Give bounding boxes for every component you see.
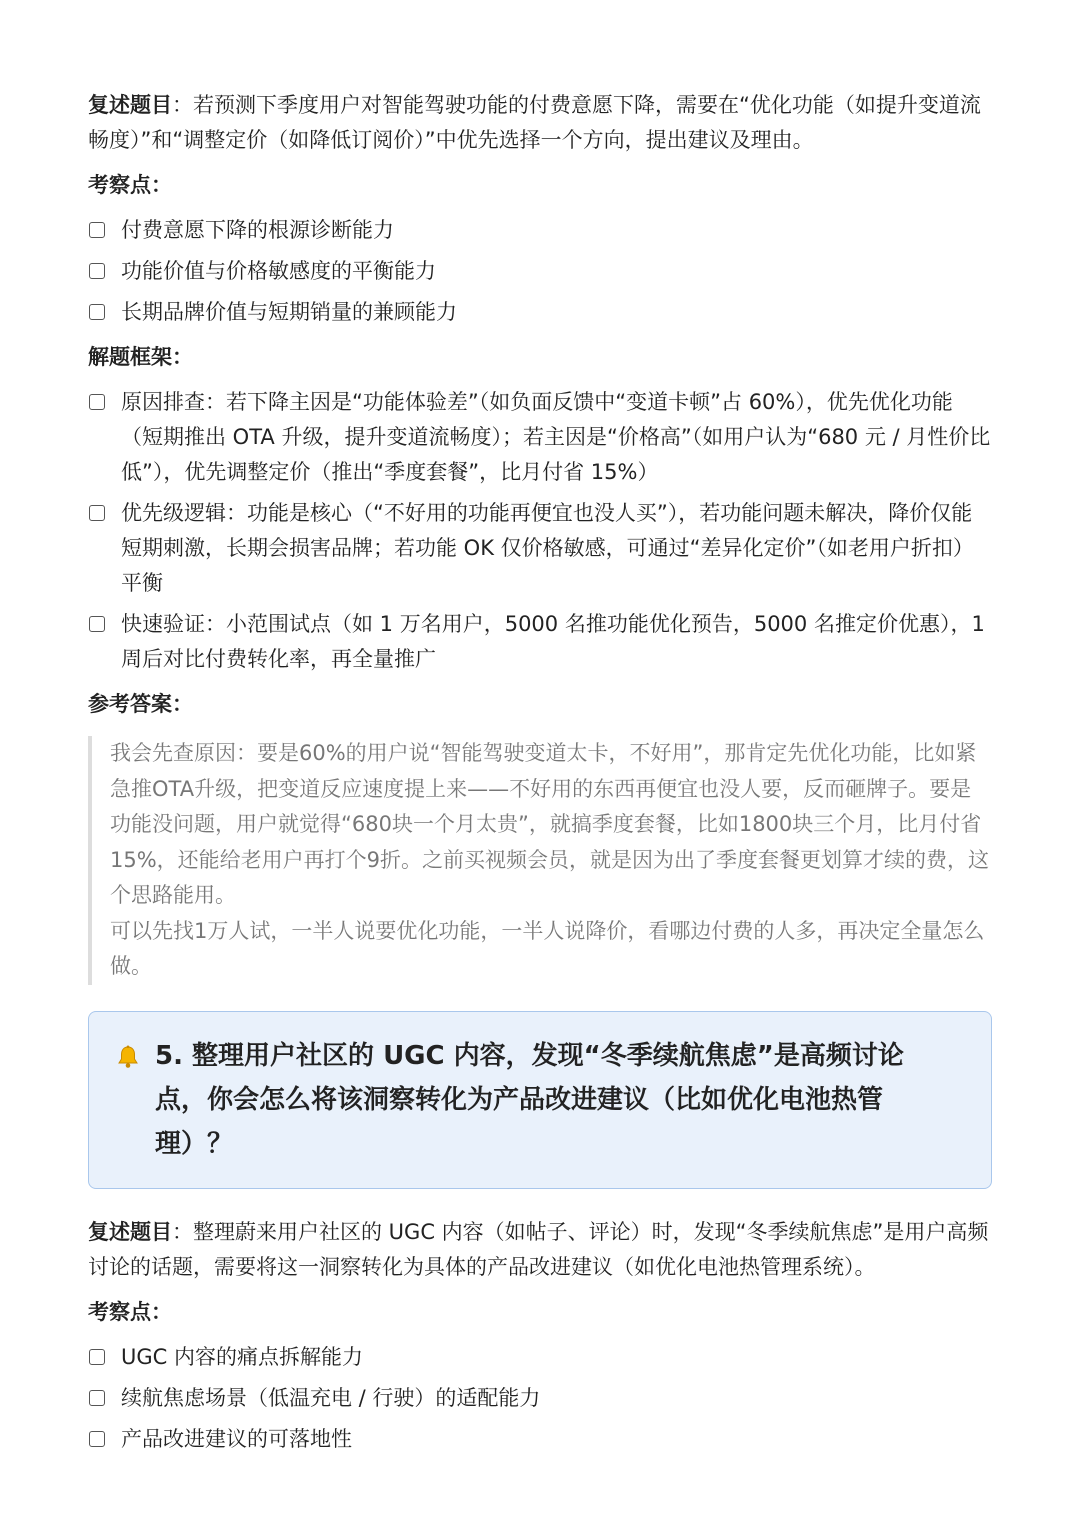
checkbox[interactable] (89, 1431, 105, 1447)
checklist-item-text: 功能价值与价格敏感度的平衡能力 (121, 259, 436, 283)
q4-points-label: 考察点： (88, 173, 172, 197)
question-title: 5. 整理用户社区的 UGC 内容，发现“冬季续航焦虑”是高频讨论点，你会怎么将该洞察转化为产品改进建议（比如优化电池热管理）？ (155, 1040, 904, 1159)
checklist-item (88, 607, 992, 677)
q4-answer-label: 参考答案： (88, 692, 193, 716)
checkbox[interactable] (89, 1390, 105, 1406)
q4-restate-text: ：若预测下季度用户对智能驾驶功能的付费意愿下降，需要在“优化功能（如提升变道流畅度）”和“调整定价（如降低订阅价）”中优先选择一个方向，提出建议及理由。 (88, 93, 981, 152)
checkbox[interactable] (89, 505, 105, 521)
quote-paragraph: 我会先查原因：要是60%的用户说“智能驾驶变道太卡，不好用”，那肯定先优化功能，比如紧急推OTA升级，把变道反应速度提上来——不好用的东西再便宜也没人要，反而砸牌子。要是功能没问题，用户就觉得“680块一个月太贵”，就搞季度套餐，比如1800块三个月，比月付省15%，还能给老用户再打个9折。之前买视频会员，就是因为出了季度套餐更划算才续的费，这个思路能用。 (110, 741, 990, 907)
question-callout (88, 1011, 992, 1189)
checklist-item-text: 长期品牌价值与短期销量的兼顾能力 (121, 300, 457, 324)
checklist-item (88, 213, 992, 248)
q5-restate-text: ：整理蔚来用户社区的 UGC 内容（如帖子、评论）时，发现“冬季续航焦虑”是用户高频讨论的话题，需要将这一洞察转化为具体的产品改进建议（如优化电池热管理系统）。 (88, 1219, 989, 1279)
q4-restate (88, 88, 992, 158)
quote-paragraph: 可以先找1万人试，一半人说要优化功能，一半人说降价，看哪边付费的人多，再决定全量怎么做。 (110, 918, 985, 978)
reference-answer-quote (88, 736, 992, 985)
checkbox[interactable] (89, 263, 105, 279)
checklist-item (88, 496, 992, 601)
q4-framework-list (88, 385, 992, 677)
q5-points-label: 考察点： (88, 1299, 172, 1324)
q4-points-list (88, 213, 992, 330)
checklist-item-text: 快速验证：小范围试点（如 1 万名用户，5000 名推功能优化预告，5000 名推定价优惠），1 周后对比付费转化率，再全量推广 (121, 612, 985, 671)
checkbox[interactable] (89, 616, 105, 632)
q4-framework-label: 解题框架： (88, 345, 193, 369)
checklist-item (88, 254, 992, 289)
checklist-item-text: UGC 内容的痛点拆解能力 (121, 1344, 363, 1369)
checklist-item (88, 1422, 992, 1457)
checklist-item (88, 385, 992, 490)
q4-restate-label: 复述题目 (88, 93, 172, 117)
checklist-item (88, 295, 992, 330)
document-page (88, 88, 992, 1467)
checklist-item-text: 优先级逻辑：功能是核心（“不好用的功能再便宜也没人买”），若功能问题未解决，降价仅能短期刺激，长期会损害品牌；若功能 OK 仅价格敏感，可通过“差异化定价”（如老用户折扣）平衡 (121, 501, 974, 595)
bell-icon (115, 1044, 141, 1070)
checklist-item-text: 产品改进建议的可落地性 (121, 1426, 352, 1451)
checklist-item (88, 1340, 992, 1375)
checklist-item (88, 1381, 992, 1416)
q5-points-list (88, 1340, 992, 1457)
checkbox[interactable] (89, 222, 105, 238)
checkbox[interactable] (89, 304, 105, 320)
checkbox[interactable] (89, 394, 105, 410)
checklist-item-text: 原因排查：若下降主因是“功能体验差”（如负面反馈中“变道卡顿”占 60%），优先优化功能（短期推出 OTA 升级，提升变道流畅度）；若主因是“价格高”（如用户认为“680 元 / 月性价比低”），优先调整定价（推出“季度套餐”，比月付省 15%） (121, 390, 991, 484)
q5-restate (88, 1215, 992, 1285)
checkbox[interactable] (89, 1349, 105, 1365)
q5-restate-label: 复述题目 (88, 1219, 172, 1244)
checklist-item-text: 续航焦虑场景（低温充电 / 行驶）的适配能力 (121, 1385, 541, 1410)
checklist-item-text: 付费意愿下降的根源诊断能力 (121, 218, 394, 242)
